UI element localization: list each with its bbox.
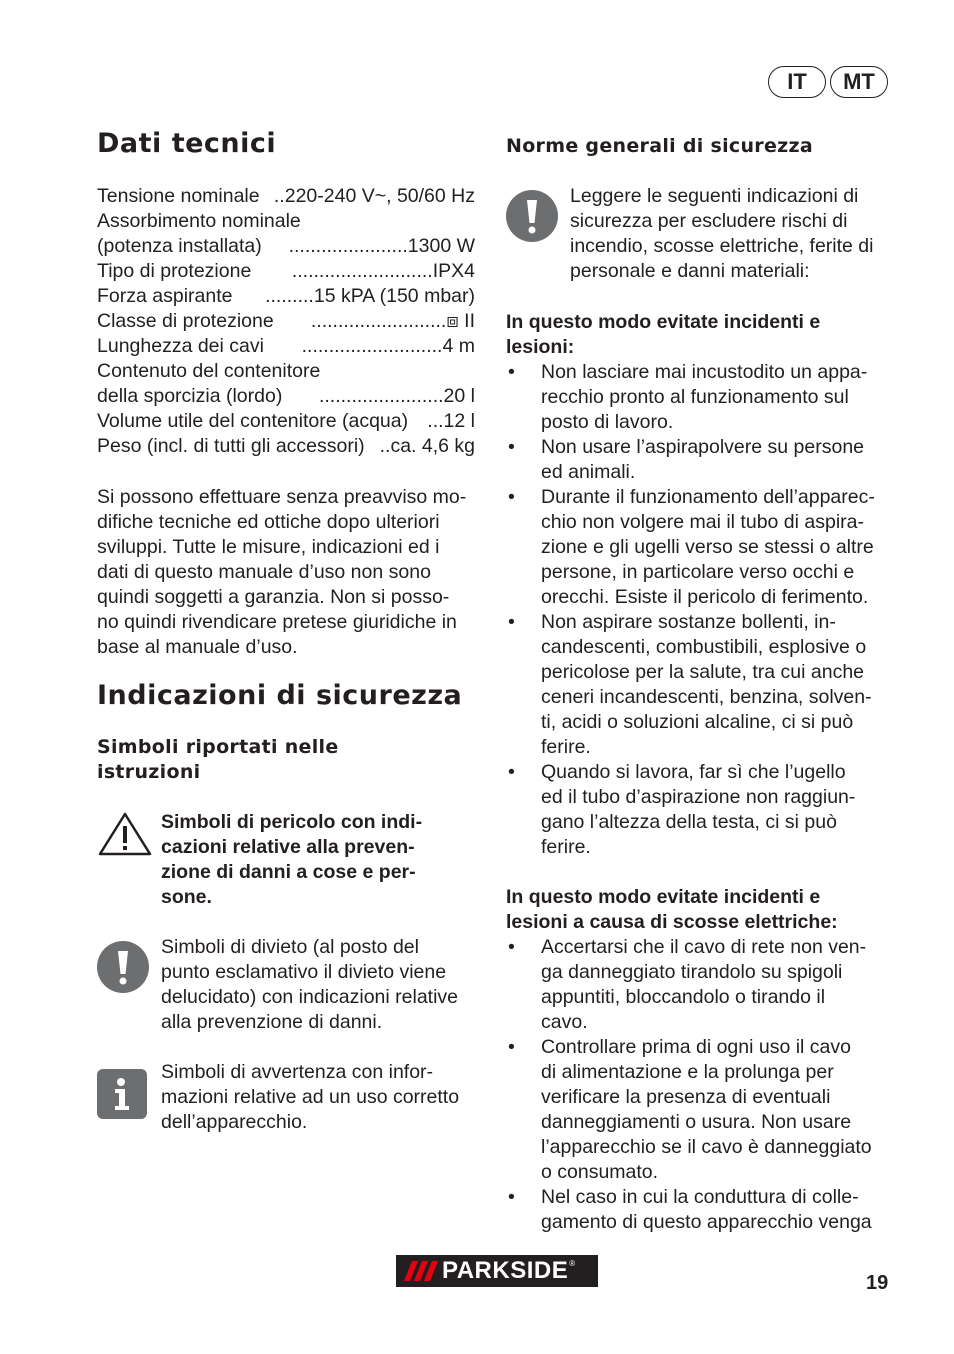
subheading-scosse-line1: In questo modo evitate incidenti e xyxy=(506,886,821,908)
list-item-line: candescenti, combustibili, esplosive o xyxy=(541,636,867,658)
list-item-line: • Controllare prima di ogni uso il cavo xyxy=(541,1036,851,1058)
list-item xyxy=(506,610,906,760)
list-item xyxy=(506,360,906,435)
list-item xyxy=(506,1185,906,1235)
exclamation-circle-icon xyxy=(97,941,149,993)
subheading-incidenti-line1: In questo modo evitate incidenti e xyxy=(506,311,821,333)
exclamation-circle-icon-intro xyxy=(506,190,558,242)
lang-badge-it xyxy=(768,66,826,98)
parkside-logo xyxy=(396,1255,598,1287)
spec-value: 1300 W xyxy=(407,235,475,257)
brand-name: PARKSIDE xyxy=(442,1257,569,1284)
spec-label: Contenuto del contenitore xyxy=(97,360,321,382)
list-item-line: pericolose per la salute, tra cui anche xyxy=(541,661,865,683)
spec-value: 220-240 V~, 50/60 Hz xyxy=(284,185,475,207)
spec-row xyxy=(97,234,475,259)
spec-label: Tipo di protezione xyxy=(97,260,252,282)
list-item-line: recchio pronto al funzionamento sul xyxy=(541,386,849,408)
list-item-line: ed animali. xyxy=(541,461,636,483)
spec-dots xyxy=(301,209,475,234)
spec-dots: .......................... xyxy=(291,260,433,282)
subheading-scosse xyxy=(506,885,896,935)
spec-dots: ....................... xyxy=(318,385,444,407)
spec-value: 4 m xyxy=(442,335,475,357)
list-item-line: posto di lavoro. xyxy=(541,411,674,433)
list-item xyxy=(506,435,906,485)
list-item-line: cavo. xyxy=(541,1011,588,1033)
spec-row xyxy=(97,209,475,234)
symbol-info-text xyxy=(161,1060,491,1135)
symbol-prohibit-text xyxy=(161,935,491,1035)
exclamation-glyph-icon xyxy=(97,941,149,993)
list-item-line: zione e gli ugelli verso se stessi o altre xyxy=(541,536,874,558)
title-dati-tecnici: Dati tecnici xyxy=(97,128,277,159)
list-item-line: o consumato. xyxy=(541,1161,659,1183)
symbol-info-line: dell’apparecchio. xyxy=(161,1111,308,1133)
spec-dots: .. xyxy=(273,185,285,207)
spec-dots: .......................... xyxy=(301,335,443,357)
spec-row xyxy=(97,334,475,359)
list-item-line: ga danneggiato tirandolo su spigoli xyxy=(541,961,843,983)
spec-value: IPX4 xyxy=(432,260,475,282)
spec-label: (potenza installata) xyxy=(97,235,262,257)
spec-dots: ... xyxy=(427,410,444,432)
spec-dots: ......................... xyxy=(310,310,447,332)
list-item xyxy=(506,935,906,1035)
warning-triangle-icon xyxy=(97,811,153,857)
spec-label: Tensione nominale xyxy=(97,185,260,207)
spec-row xyxy=(97,434,475,459)
spec-row xyxy=(97,409,475,434)
subtitle-simboli-line2: istruzioni xyxy=(97,761,201,783)
list-item-line: ti, acidi o soluzioni alcaline, ci si può xyxy=(541,711,854,733)
spec-dots: .. xyxy=(379,435,391,457)
list-item xyxy=(506,760,906,860)
spec-value: ca. 4,6 kg xyxy=(390,435,475,457)
spec-dots xyxy=(320,359,475,384)
list-item-line: ferire. xyxy=(541,836,591,858)
page-number: 19 xyxy=(866,1272,889,1294)
title-indicazioni-sicurezza: Indicazioni di sicurezza xyxy=(97,680,463,711)
list-item-line: • Durante il funzionamento dell’apparec- xyxy=(541,486,875,508)
spec-label: Assorbimento nominale xyxy=(97,210,301,232)
list-item-line: • Quando si lavora, far sì che l’ugello xyxy=(541,761,846,783)
subtitle-simboli xyxy=(97,735,339,785)
list-item-line: • Non aspirare sostanze bollenti, in- xyxy=(541,611,836,633)
disclaimer-line: Si possono effettuare senza preavviso mo- xyxy=(97,486,467,508)
spec-value: ⧈ II xyxy=(446,310,475,332)
symbol-prohibit-line: Simboli di divieto (al posto del xyxy=(161,936,419,958)
spec-dots: ......... xyxy=(265,285,314,307)
spec-label: Lunghezza dei cavi xyxy=(97,335,264,357)
spec-label: Volume utile del contenitore (acqua) xyxy=(97,410,409,432)
disclaimer-paragraph xyxy=(97,485,482,660)
symbol-prohibit-line: alla prevenzione di danni. xyxy=(161,1011,383,1033)
intro-text xyxy=(570,184,900,284)
spec-row xyxy=(97,259,475,284)
list-item xyxy=(506,1035,906,1185)
registered-mark: ® xyxy=(569,1259,576,1268)
disclaimer-line: dati di questo manuale d’uso non sono xyxy=(97,561,431,583)
list-item-line: • Non lasciare mai incustodito un appa- xyxy=(541,361,868,383)
bullet-list-incidenti xyxy=(506,360,906,860)
brand-stripes-icon xyxy=(396,1255,442,1287)
list-item-line: gano l’altezza della testa, ci si può xyxy=(541,811,837,833)
spec-row xyxy=(97,309,475,334)
list-item-line: orecchi. Esiste il pericolo di ferimento. xyxy=(541,586,869,608)
list-item-line: • Accertarsi che il cavo di rete non ven- xyxy=(541,936,867,958)
spec-row xyxy=(97,284,475,309)
spec-label: della sporcizia (lordo) xyxy=(97,385,283,407)
subheading-scosse-line2: lesioni a causa di scosse elettriche: xyxy=(506,911,838,933)
lang-mt-label: MT xyxy=(843,69,875,94)
symbol-danger-line: cazioni relative alla preven- xyxy=(161,836,415,858)
list-item-line: appuntiti, bloccandolo o tirando il xyxy=(541,986,826,1008)
list-item-line: • Nel caso in cui la conduttura di colle- xyxy=(541,1186,859,1208)
spec-label: Classe di protezione xyxy=(97,310,274,332)
list-item-line: • Non usare l’aspirapolvere su persone xyxy=(541,436,865,458)
disclaimer-line: no quindi rivendicare pretese giuridiche in xyxy=(97,611,457,633)
list-item-line: ferire. xyxy=(541,736,591,758)
symbol-info-line: Simboli di avvertenza con infor- xyxy=(161,1061,434,1083)
disclaimer-line: difiche tecniche ed ottiche dopo ulteriori xyxy=(97,511,440,533)
list-item-line: chio non volgere mai il tubo di aspira- xyxy=(541,511,865,533)
list-item xyxy=(506,485,906,610)
spec-row xyxy=(97,384,475,409)
symbol-prohibit-line: punto esclamativo il divieto viene xyxy=(161,961,447,983)
lang-it-label: IT xyxy=(787,69,807,94)
exclamation-glyph-icon xyxy=(506,190,558,242)
list-item-line: gamento di questo apparecchio venga xyxy=(541,1211,872,1233)
symbol-danger-text xyxy=(161,810,491,910)
symbol-danger-line: sone. xyxy=(161,886,212,908)
list-item-line: di alimentazione e la prolunga per xyxy=(541,1061,834,1083)
list-item-line: verificare la presenza di eventuali xyxy=(541,1086,831,1108)
intro-line: incendio, scosse elettriche, ferite di xyxy=(570,235,874,257)
list-item-line: l’apparecchio se il cavo è danneggiato xyxy=(541,1136,872,1158)
bullet-list-scosse xyxy=(506,935,906,1235)
spec-dots: ...................... xyxy=(288,235,408,257)
subheading-incidenti-line2: lesioni: xyxy=(506,336,575,358)
spec-value: 20 l xyxy=(443,385,475,407)
spec-row xyxy=(97,184,475,209)
intro-line: Leggere le seguenti indicazioni di xyxy=(570,185,859,207)
lang-badge-mt xyxy=(830,66,888,98)
spec-list xyxy=(97,184,475,459)
list-item-line: persone, in particolare verso occhi e xyxy=(541,561,855,583)
intro-line: sicurezza per escludere rischi di xyxy=(570,210,848,232)
disclaimer-line: base al manuale d’uso. xyxy=(97,636,298,658)
disclaimer-line: quindi soggetti a garanzia. Non si posso- xyxy=(97,586,450,608)
list-item-line: ceneri incandescenti, benzina, solven- xyxy=(541,686,872,708)
intro-line: personale e danni materiali: xyxy=(570,260,810,282)
spec-value: 15 kPA (150 mbar) xyxy=(313,285,475,307)
info-glyph-icon xyxy=(97,1069,147,1119)
symbol-danger-line: zione di danni a cose e per- xyxy=(161,861,416,883)
spec-label: Peso (incl. di tutti gli accessori) xyxy=(97,435,365,457)
symbol-prohibit-line: delucidato) con indicazioni relative xyxy=(161,986,459,1008)
info-icon xyxy=(97,1069,147,1119)
list-item-line: danneggiamenti o usura. Non usare xyxy=(541,1111,852,1133)
spec-row xyxy=(97,359,475,384)
title-norme-generali: Norme generali di sicurezza xyxy=(506,135,813,157)
spec-label: Forza aspirante xyxy=(97,285,233,307)
subtitle-simboli-line1: Simboli riportati nelle xyxy=(97,736,339,758)
list-item-line: ed il tubo d’aspirazione non raggiun- xyxy=(541,786,856,808)
disclaimer-line: sviluppi. Tutte le misure, indicazioni ed i xyxy=(97,536,440,558)
subheading-incidenti xyxy=(506,310,896,360)
spec-value: 12 l xyxy=(443,410,475,432)
symbol-danger-line: Simboli di pericolo con indi- xyxy=(161,811,423,833)
symbol-info-line: mazioni relative ad un uso corretto xyxy=(161,1086,460,1108)
